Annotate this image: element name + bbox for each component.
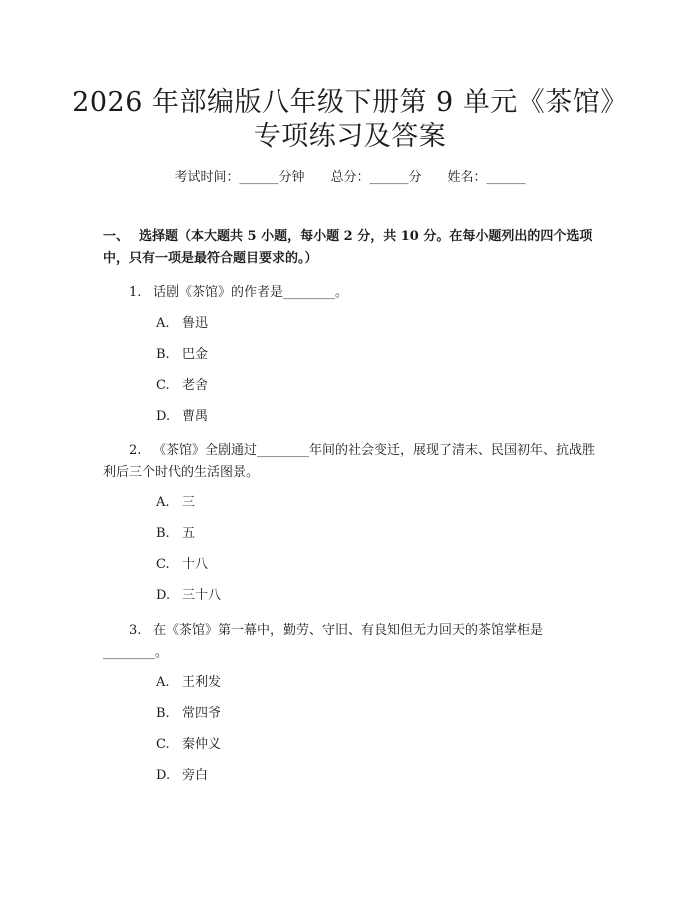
option-2a: A. 三 xyxy=(156,495,196,510)
question-3 xyxy=(103,620,603,664)
section-heading xyxy=(103,226,603,270)
question-text: 《茶馆》全剧通过________年间的社会变迁，展现了清末、民国初年、抗战胜利后三个时代的生活图景。 xyxy=(103,443,596,480)
question-number: 3. xyxy=(129,623,142,638)
option-1d: D. 曹禺 xyxy=(156,409,209,424)
section-number: 一、 xyxy=(103,229,130,244)
option-3b: B. 常四爷 xyxy=(156,706,222,721)
question-1 xyxy=(103,282,603,304)
option-2d: D. 三十八 xyxy=(156,588,222,603)
option-2b: B. 五 xyxy=(156,526,196,541)
document-title-line-2: 专项练习及答案 xyxy=(253,121,447,152)
student-name: 姓名：______ xyxy=(447,170,526,185)
option-2c: C. 十八 xyxy=(156,557,209,572)
exam-time: 考试时间：______分钟 xyxy=(174,170,305,185)
option-3d: D. 旁白 xyxy=(156,768,209,783)
section-instructions: 选择题（本大题共 5 小题，每小题 2 分，共 10 分。在每小题列出的四个选项中，只有一项是最符合题目要求的。） xyxy=(103,229,593,266)
question-text: 话剧《茶馆》的作者是________。 xyxy=(153,285,349,300)
question-2 xyxy=(103,440,603,484)
document-title-line-1: 2026 年部编版八年级下册第 9 单元《茶馆》 xyxy=(72,87,628,118)
option-3c: C. 秦仲义 xyxy=(156,737,222,752)
exam-total-score: 总分：______分 xyxy=(330,170,422,185)
option-1c: C. 老舍 xyxy=(156,378,209,393)
exam-meta xyxy=(0,169,700,187)
question-text: 在《茶馆》第一幕中，勤劳、守旧、有良知但无力回天的茶馆掌柜是________。 xyxy=(103,623,544,660)
option-1b: B. 巴金 xyxy=(156,347,209,362)
question-number: 2. xyxy=(129,443,142,458)
question-number: 1. xyxy=(129,285,142,300)
option-3a: A. 王利发 xyxy=(156,675,222,690)
option-1a: A. 鲁迅 xyxy=(156,316,209,331)
